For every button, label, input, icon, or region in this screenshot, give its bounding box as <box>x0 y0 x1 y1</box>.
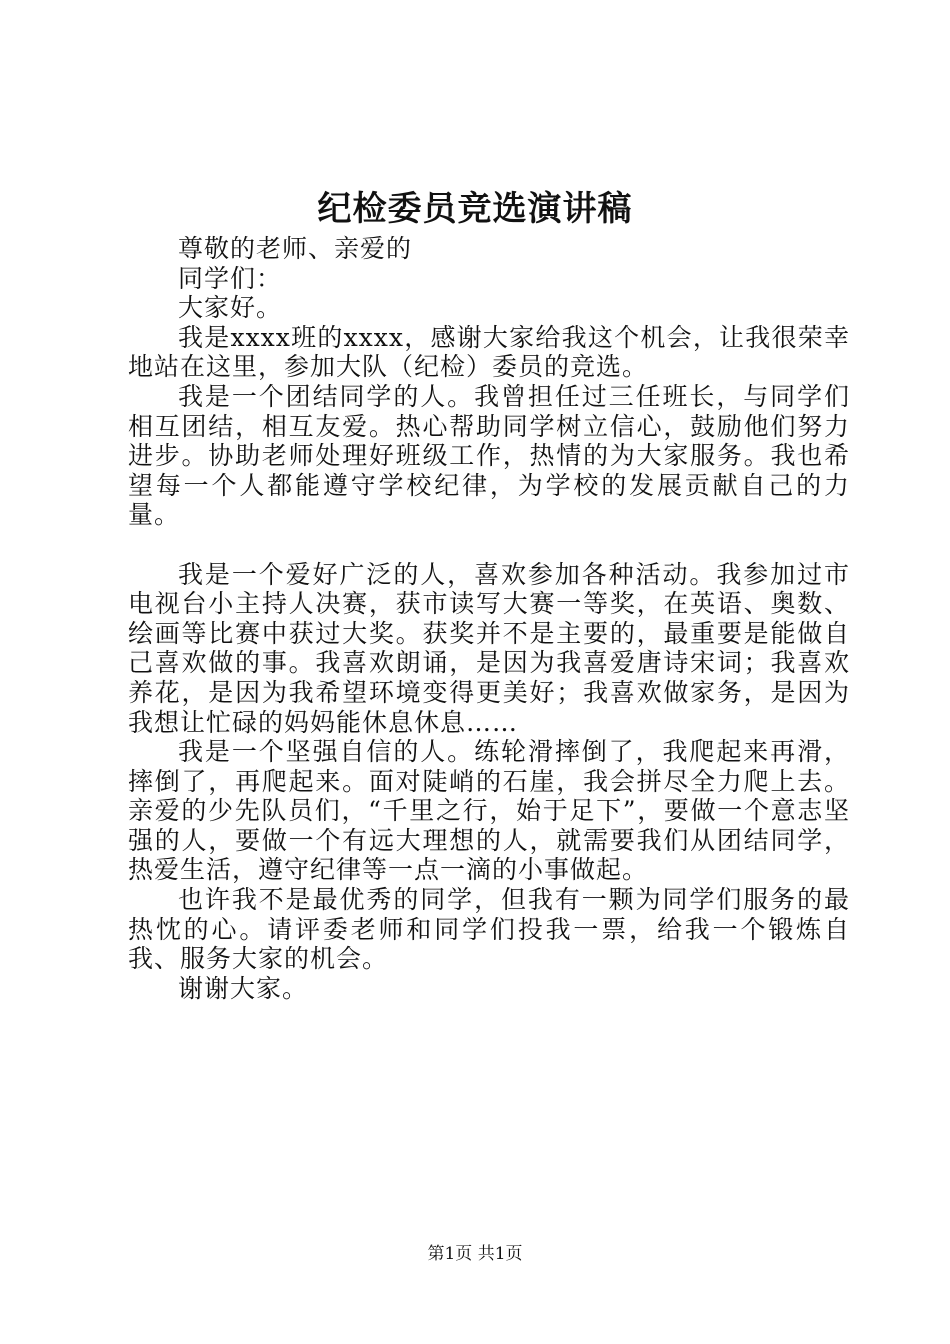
paragraph-hobbies: 我是一个爱好广泛的人，喜欢参加各种活动。我参加过市电视台小主持人决赛，获市读写大赛一等奖，在英语、奥数、绘画等比赛中获过大奖。获奖并不是主要的，最重要是能做自己喜欢做的事。我喜欢朗诵，是因为我喜爱唐诗宋词；我喜欢养花，是因为我希望环境变得更美好；我喜欢做家务，是因为我想让忙碌的妈妈能休息休息…… <box>128 559 850 737</box>
paragraph-confidence: 我是一个坚强自信的人。练轮滑摔倒了，我爬起来再滑，摔倒了，再爬起来。面对陡峭的石崖，我会拼尽全力爬上去。亲爱的少先队员们，“千里之行，始于足下”，要做一个意志坚强的人，要做一个有远大理想的人，就需要我们从团结同学，热爱生活，遵守纪律等一点一滴的小事做起。 <box>128 737 850 885</box>
salutation-line-1: 尊敬的老师、亲爱的 <box>178 234 413 263</box>
paragraph-intro: 我是xxxx班的xxxx，感谢大家给我这个机会，让我很荣幸地站在这里，参加大队（纪检）委员的竞选。 <box>128 322 850 382</box>
blank-line <box>128 530 850 560</box>
document-body <box>128 234 850 1003</box>
document-title: 纪检委员竞选演讲稿 <box>317 189 633 229</box>
paragraph-appeal: 也许我不是最优秀的同学，但我有一颗为同学们服务的最热忱的心。请评委老师和同学们投我一票，给我一个锻炼自我、服务大家的机会。 <box>128 885 850 974</box>
greeting: 大家好。 <box>178 293 283 323</box>
salutation-line-2: 同学们： <box>178 263 283 293</box>
closing-thanks: 谢谢大家。 <box>178 973 309 1003</box>
page-footer: 第1页 共1页 <box>427 1244 523 1264</box>
paragraph-unity: 我是一个团结同学的人。我曾担任过三任班长，与同学们相互团结，相互友爱。热心帮助同学树立信心，鼓励他们努力进步。协助老师处理好班级工作，热情的为大家服务。我也希望每一个人都能遵守学校纪律，为学校的发展贡献自己的力量。 <box>128 381 850 530</box>
